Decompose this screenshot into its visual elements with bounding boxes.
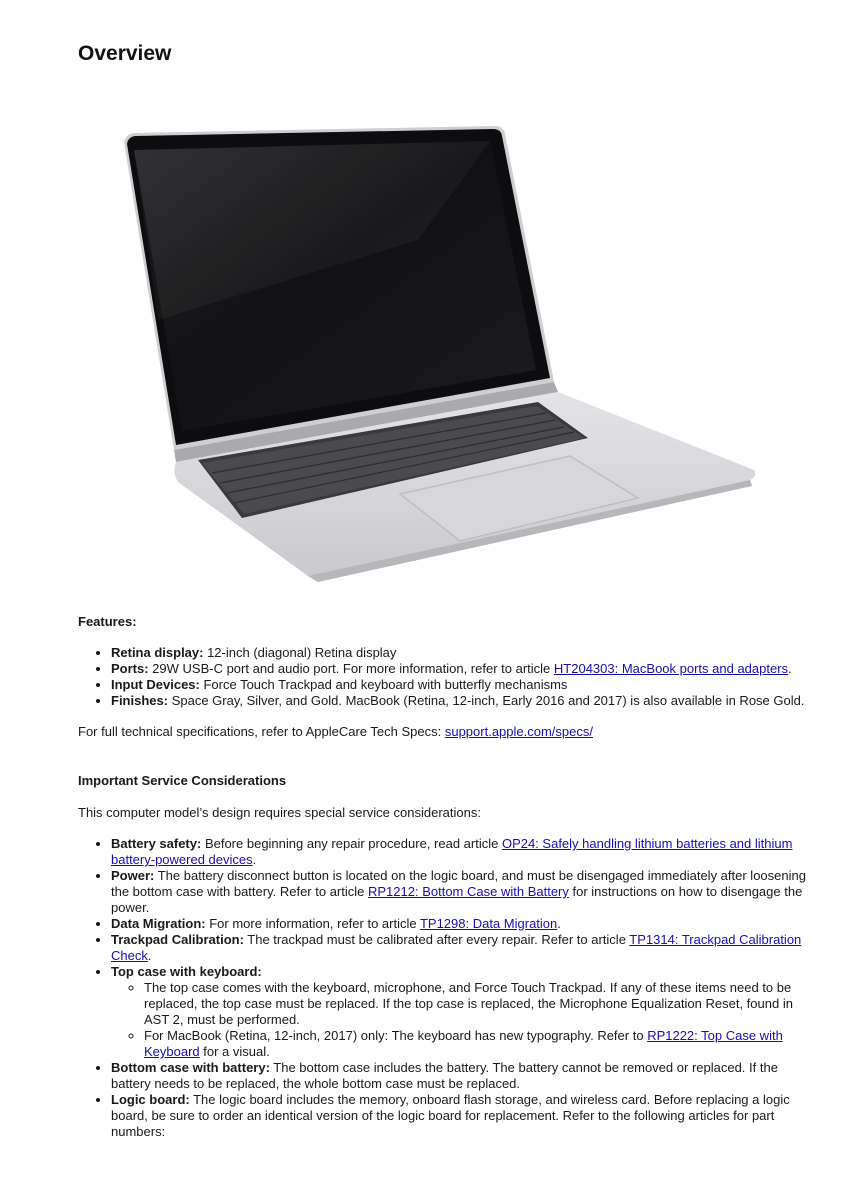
list-item: • Bottom case with battery: The bottom case includes the battery. The battery cannot be removed or replaced. If the battery needs to be replaced, the whole bottom case must be replaced. [111, 1060, 808, 1092]
list-item: • Finishes: Space Gray, Silver, and Gold. MacBook (Retina, 12-inch, Early 2016 and 2017) is also available in Rose Gold. [111, 693, 808, 709]
page-title: Overview [78, 42, 172, 65]
list-item: • Data Migration: For more information, refer to article TP1298: Data Migration. [111, 916, 808, 932]
list-item: • Trackpad Calibration: The trackpad must be calibrated after every repair. Refer to article TP1314: Trackpad Calibration Check. [111, 932, 808, 964]
specs-link[interactable]: support.apple.com/specs/ [444, 724, 593, 739]
list-item: ◦ The top case comes with the keyboard, microphone, and Force Touch Trackpad. If any of these items need to be replaced, the top case must be replaced. If the top case is replaced, the Microphone Equalization Reset, found in AST 2, must be performed. [144, 980, 808, 1028]
topcase-article-link[interactable]: RP1222: Top Case with Keyboard [144, 1028, 783, 1059]
list-item: ◦ For MacBook (Retina, 12-inch, 2017) only: The keyboard has new typography. Refer to RP1222: Top Case with Keyboard for a visual. [144, 1028, 808, 1060]
macbook-image [118, 120, 758, 585]
list-item: • Power: The battery disconnect button is located on the logic board, and must be disengaged immediately after loosening the bottom case with battery. Refer to article RP1212: Bottom Case with Battery for instructions on how to disengage the power. [111, 868, 808, 916]
power-article-link[interactable]: RP1212: Bottom Case with Battery [368, 884, 569, 899]
list-item: • Top case with keyboard: ◦ The top case comes with the keyboard, microphone, and Force Touch Trackpad. If any of these items need to be replaced, the top case must be replaced. If the top case is replaced, the Microphone Equalization Reset, found in AST 2, must be performed. ◦ For MacBook (Retina, 12-inch, 2017) only: The keyboard has new typography. Refer to RP1222: Top Case with Keyboard for a visual. [111, 964, 808, 1060]
topcase-sublist [111, 980, 808, 1060]
ports-article-link[interactable]: HT204303: MacBook ports and adapters [553, 661, 789, 676]
list-item: • Input Devices: Force Touch Trackpad and keyboard with butterfly mechanisms [111, 677, 808, 693]
specs-paragraph: For full technical specifications, refer to AppleCare Tech Specs: support.apple.com/specs/ [78, 724, 593, 739]
list-item: • Logic board: The logic board includes the memory, onboard flash storage, and wireless card. Before replacing a logic board, be sure to order an identical version of the logic board for replacement. Refer to the following articles for part numbers: [111, 1092, 808, 1140]
service-intro: This computer model’s design requires special service considerations: [78, 805, 481, 820]
list-item: • Ports: 29W USB-C port and audio port. For more information, refer to article HT204303: MacBook ports and adapters. [111, 661, 808, 677]
migration-article-link[interactable]: TP1298: Data Migration [419, 916, 558, 931]
service-list [78, 836, 808, 1140]
list-item: • Retina display: 12-inch (diagonal) Retina display [111, 645, 808, 661]
features-heading: Features: [78, 614, 137, 629]
trackpad-article-link[interactable]: TP1314: Trackpad Calibration Check [111, 932, 802, 963]
features-list [78, 645, 808, 709]
service-heading: Important Service Considerations [78, 773, 287, 788]
list-item: • Battery safety: Before beginning any repair procedure, read article OP24: Safely handling lithium batteries and lithium battery-powered devices. [111, 836, 808, 868]
battery-article-link[interactable]: OP24: Safely handling lithium batteries and lithium battery-powered devices [111, 836, 793, 867]
